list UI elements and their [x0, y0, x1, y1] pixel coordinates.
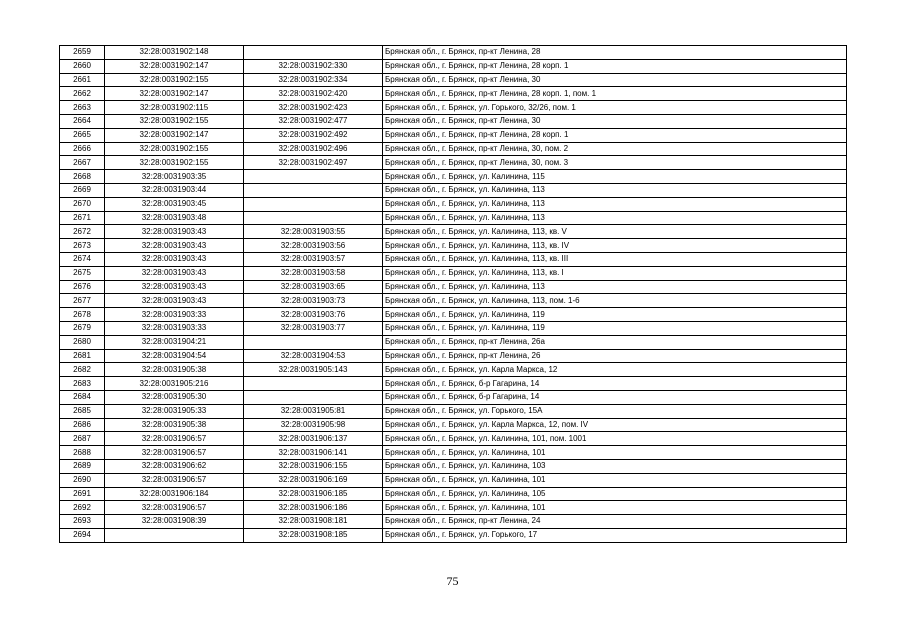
related-cadastral-number-cell [244, 390, 383, 404]
related-cadastral-number-cell: 32:28:0031902:334 [244, 73, 383, 87]
related-cadastral-number-cell: 32:28:0031908:181 [244, 515, 383, 529]
address-cell: Брянская обл., г. Брянск, ул. Калинина, 115 [383, 170, 847, 184]
cadastral-number-cell: 32:28:0031905:38 [105, 363, 244, 377]
table-row [60, 390, 847, 404]
cadastral-number-cell: 32:28:0031906:57 [105, 473, 244, 487]
related-cadastral-number-cell [244, 211, 383, 225]
row-number-cell: 2680 [60, 335, 105, 349]
address-cell: Брянская обл., г. Брянск, ул. Калинина, 113, кв. I [383, 266, 847, 280]
cadastral-number-cell: 32:28:0031906:57 [105, 432, 244, 446]
address-cell: Брянская обл., г. Брянск, ул. Горького, 32/26, пом. 1 [383, 101, 847, 115]
cadastral-number-cell: 32:28:0031902:147 [105, 59, 244, 73]
row-number-cell: 2689 [60, 459, 105, 473]
related-cadastral-number-cell: 32:28:0031905:98 [244, 418, 383, 432]
cadastral-number-cell: 32:28:0031905:216 [105, 377, 244, 391]
address-cell: Брянская обл., г. Брянск, пр-кт Ленина, 30 [383, 114, 847, 128]
registry-table [59, 45, 847, 543]
address-cell: Брянская обл., г. Брянск, б-р Гагарина, 14 [383, 390, 847, 404]
related-cadastral-number-cell: 32:28:0031906:155 [244, 459, 383, 473]
related-cadastral-number-cell: 32:28:0031905:81 [244, 404, 383, 418]
related-cadastral-number-cell: 32:28:0031903:76 [244, 308, 383, 322]
row-number-cell: 2683 [60, 377, 105, 391]
related-cadastral-number-cell [244, 46, 383, 60]
table-row [60, 432, 847, 446]
row-number-cell: 2678 [60, 308, 105, 322]
address-cell: Брянская обл., г. Брянск, ул. Калинина, 105 [383, 487, 847, 501]
cadastral-number-cell: 32:28:0031903:43 [105, 280, 244, 294]
row-number-cell: 2691 [60, 487, 105, 501]
cadastral-number-cell: 32:28:0031904:21 [105, 335, 244, 349]
row-number-cell: 2676 [60, 280, 105, 294]
related-cadastral-number-cell: 32:28:0031904:53 [244, 349, 383, 363]
cadastral-number-cell: 32:28:0031902:155 [105, 156, 244, 170]
table-row [60, 515, 847, 529]
address-cell: Брянская обл., г. Брянск, ул. Горького, 17 [383, 528, 847, 542]
related-cadastral-number-cell: 32:28:0031906:137 [244, 432, 383, 446]
address-cell: Брянская обл., г. Брянск, ул. Карла Маркса, 12, пом. IV [383, 418, 847, 432]
cadastral-number-cell: 32:28:0031902:155 [105, 114, 244, 128]
row-number-cell: 2687 [60, 432, 105, 446]
table-row [60, 459, 847, 473]
row-number-cell: 2662 [60, 87, 105, 101]
address-cell: Брянская обл., г. Брянск, ул. Калинина, 113, кв. III [383, 252, 847, 266]
related-cadastral-number-cell: 32:28:0031906:185 [244, 487, 383, 501]
related-cadastral-number-cell: 32:28:0031903:55 [244, 225, 383, 239]
cadastral-number-cell: 32:28:0031902:155 [105, 142, 244, 156]
related-cadastral-number-cell: 32:28:0031903:77 [244, 321, 383, 335]
cadastral-number-cell: 32:28:0031903:43 [105, 294, 244, 308]
row-number-cell: 2694 [60, 528, 105, 542]
row-number-cell: 2685 [60, 404, 105, 418]
table-row [60, 528, 847, 542]
table-row [60, 280, 847, 294]
related-cadastral-number-cell: 32:28:0031903:58 [244, 266, 383, 280]
table-row [60, 335, 847, 349]
table-row [60, 363, 847, 377]
address-cell: Брянская обл., г. Брянск, пр-кт Ленина, 28 корп. 1, пом. 1 [383, 87, 847, 101]
cadastral-number-cell: 32:28:0031905:38 [105, 418, 244, 432]
address-cell: Брянская обл., г. Брянск, пр-кт Ленина, 28 [383, 46, 847, 60]
cadastral-number-cell: 32:28:0031903:43 [105, 239, 244, 253]
row-number-cell: 2686 [60, 418, 105, 432]
row-number-cell: 2675 [60, 266, 105, 280]
table-row [60, 128, 847, 142]
address-cell: Брянская обл., г. Брянск, б-р Гагарина, 14 [383, 377, 847, 391]
row-number-cell: 2690 [60, 473, 105, 487]
address-cell: Брянская обл., г. Брянск, ул. Калинина, 101 [383, 501, 847, 515]
related-cadastral-number-cell: 32:28:0031902:420 [244, 87, 383, 101]
row-number-cell: 2692 [60, 501, 105, 515]
cadastral-number-cell: 32:28:0031903:33 [105, 321, 244, 335]
related-cadastral-number-cell: 32:28:0031903:65 [244, 280, 383, 294]
cadastral-number-cell: 32:28:0031902:148 [105, 46, 244, 60]
related-cadastral-number-cell: 32:28:0031908:185 [244, 528, 383, 542]
table-row [60, 446, 847, 460]
row-number-cell: 2659 [60, 46, 105, 60]
row-number-cell: 2672 [60, 225, 105, 239]
table-row [60, 294, 847, 308]
row-number-cell: 2664 [60, 114, 105, 128]
table-row [60, 170, 847, 184]
cadastral-number-cell: 32:28:0031902:155 [105, 73, 244, 87]
row-number-cell: 2677 [60, 294, 105, 308]
cadastral-number-cell: 32:28:0031906:57 [105, 446, 244, 460]
row-number-cell: 2669 [60, 183, 105, 197]
address-cell: Брянская обл., г. Брянск, пр-кт Ленина, 28 корп. 1 [383, 128, 847, 142]
row-number-cell: 2670 [60, 197, 105, 211]
table-row [60, 266, 847, 280]
address-cell: Брянская обл., г. Брянск, ул. Калинина, 103 [383, 459, 847, 473]
address-cell: Брянская обл., г. Брянск, ул. Калинина, 101 [383, 473, 847, 487]
related-cadastral-number-cell [244, 377, 383, 391]
address-cell: Брянская обл., г. Брянск, пр-кт Ленина, 28 корп. 1 [383, 59, 847, 73]
row-number-cell: 2679 [60, 321, 105, 335]
cadastral-number-cell: 32:28:0031903:43 [105, 266, 244, 280]
table-row [60, 225, 847, 239]
cadastral-number-cell: 32:28:0031903:44 [105, 183, 244, 197]
related-cadastral-number-cell: 32:28:0031906:141 [244, 446, 383, 460]
cadastral-number-cell: 32:28:0031903:48 [105, 211, 244, 225]
related-cadastral-number-cell: 32:28:0031903:73 [244, 294, 383, 308]
address-cell: Брянская обл., г. Брянск, пр-кт Ленина, 26а [383, 335, 847, 349]
address-cell: Брянская обл., г. Брянск, ул. Калинина, 113 [383, 197, 847, 211]
cadastral-number-cell: 32:28:0031906:62 [105, 459, 244, 473]
cadastral-number-cell: 32:28:0031903:35 [105, 170, 244, 184]
page-number: 75 [446, 574, 459, 588]
row-number-cell: 2665 [60, 128, 105, 142]
address-cell: Брянская обл., г. Брянск, ул. Калинина, 113, кв. V [383, 225, 847, 239]
table-row [60, 59, 847, 73]
cadastral-number-cell: 32:28:0031903:43 [105, 252, 244, 266]
address-cell: Брянская обл., г. Брянск, ул. Калинина, 113 [383, 280, 847, 294]
row-number-cell: 2673 [60, 239, 105, 253]
cadastral-number-cell: 32:28:0031904:54 [105, 349, 244, 363]
address-cell: Брянская обл., г. Брянск, ул. Калинина, 101, пом. 1001 [383, 432, 847, 446]
table-row [60, 73, 847, 87]
cadastral-number-cell [105, 528, 244, 542]
row-number-cell: 2663 [60, 101, 105, 115]
address-cell: Брянская обл., г. Брянск, ул. Калинина, 113 [383, 211, 847, 225]
row-number-cell: 2668 [60, 170, 105, 184]
related-cadastral-number-cell: 32:28:0031902:497 [244, 156, 383, 170]
row-number-cell: 2684 [60, 390, 105, 404]
cadastral-number-cell: 32:28:0031902:147 [105, 128, 244, 142]
table-row [60, 142, 847, 156]
address-cell: Брянская обл., г. Брянск, ул. Калинина, 113 [383, 183, 847, 197]
related-cadastral-number-cell: 32:28:0031906:186 [244, 501, 383, 515]
related-cadastral-number-cell: 32:28:0031903:57 [244, 252, 383, 266]
table-row [60, 377, 847, 391]
cadastral-number-cell: 32:28:0031903:45 [105, 197, 244, 211]
table-row [60, 101, 847, 115]
table-row [60, 239, 847, 253]
table-row [60, 418, 847, 432]
row-number-cell: 2681 [60, 349, 105, 363]
address-cell: Брянская обл., г. Брянск, пр-кт Ленина, 30, пом. 3 [383, 156, 847, 170]
cadastral-number-cell: 32:28:0031906:184 [105, 487, 244, 501]
address-cell: Брянская обл., г. Брянск, ул. Карла Маркса, 12 [383, 363, 847, 377]
address-cell: Брянская обл., г. Брянск, пр-кт Ленина, 30, пом. 2 [383, 142, 847, 156]
cadastral-number-cell: 32:28:0031908:39 [105, 515, 244, 529]
related-cadastral-number-cell [244, 183, 383, 197]
table-row [60, 183, 847, 197]
address-cell: Брянская обл., г. Брянск, пр-кт Ленина, 24 [383, 515, 847, 529]
address-cell: Брянская обл., г. Брянск, ул. Калинина, 113, пом. 1-6 [383, 294, 847, 308]
related-cadastral-number-cell: 32:28:0031902:423 [244, 101, 383, 115]
cadastral-number-cell: 32:28:0031905:30 [105, 390, 244, 404]
related-cadastral-number-cell: 32:28:0031902:492 [244, 128, 383, 142]
row-number-cell: 2661 [60, 73, 105, 87]
related-cadastral-number-cell: 32:28:0031903:56 [244, 239, 383, 253]
row-number-cell: 2660 [60, 59, 105, 73]
related-cadastral-number-cell: 32:28:0031902:330 [244, 59, 383, 73]
row-number-cell: 2674 [60, 252, 105, 266]
address-cell: Брянская обл., г. Брянск, ул. Калинина, 119 [383, 308, 847, 322]
table-row [60, 197, 847, 211]
address-cell: Брянская обл., г. Брянск, ул. Калинина, 119 [383, 321, 847, 335]
address-cell: Брянская обл., г. Брянск, ул. Калинина, 101 [383, 446, 847, 460]
table-row [60, 308, 847, 322]
cadastral-number-cell: 32:28:0031902:115 [105, 101, 244, 115]
table-row [60, 487, 847, 501]
row-number-cell: 2666 [60, 142, 105, 156]
table-row [60, 46, 847, 60]
address-cell: Брянская обл., г. Брянск, ул. Горького, 15А [383, 404, 847, 418]
cadastral-number-cell: 32:28:0031906:57 [105, 501, 244, 515]
cadastral-number-cell: 32:28:0031903:43 [105, 225, 244, 239]
row-number-cell: 2688 [60, 446, 105, 460]
table-row [60, 87, 847, 101]
related-cadastral-number-cell: 32:28:0031905:143 [244, 363, 383, 377]
table-row [60, 211, 847, 225]
address-cell: Брянская обл., г. Брянск, пр-кт Ленина, 26 [383, 349, 847, 363]
row-number-cell: 2667 [60, 156, 105, 170]
address-cell: Брянская обл., г. Брянск, ул. Калинина, 113, кв. IV [383, 239, 847, 253]
table-row [60, 473, 847, 487]
table-row [60, 114, 847, 128]
table-row [60, 349, 847, 363]
row-number-cell: 2671 [60, 211, 105, 225]
row-number-cell: 2682 [60, 363, 105, 377]
related-cadastral-number-cell: 32:28:0031906:169 [244, 473, 383, 487]
related-cadastral-number-cell [244, 197, 383, 211]
table-row [60, 321, 847, 335]
table-row [60, 156, 847, 170]
table-row [60, 404, 847, 418]
table-row [60, 252, 847, 266]
cadastral-number-cell: 32:28:0031902:147 [105, 87, 244, 101]
table-row [60, 501, 847, 515]
related-cadastral-number-cell: 32:28:0031902:477 [244, 114, 383, 128]
address-cell: Брянская обл., г. Брянск, пр-кт Ленина, 30 [383, 73, 847, 87]
row-number-cell: 2693 [60, 515, 105, 529]
cadastral-number-cell: 32:28:0031903:33 [105, 308, 244, 322]
registry-table-body [60, 46, 847, 543]
related-cadastral-number-cell [244, 170, 383, 184]
related-cadastral-number-cell [244, 335, 383, 349]
cadastral-number-cell: 32:28:0031905:33 [105, 404, 244, 418]
related-cadastral-number-cell: 32:28:0031902:496 [244, 142, 383, 156]
